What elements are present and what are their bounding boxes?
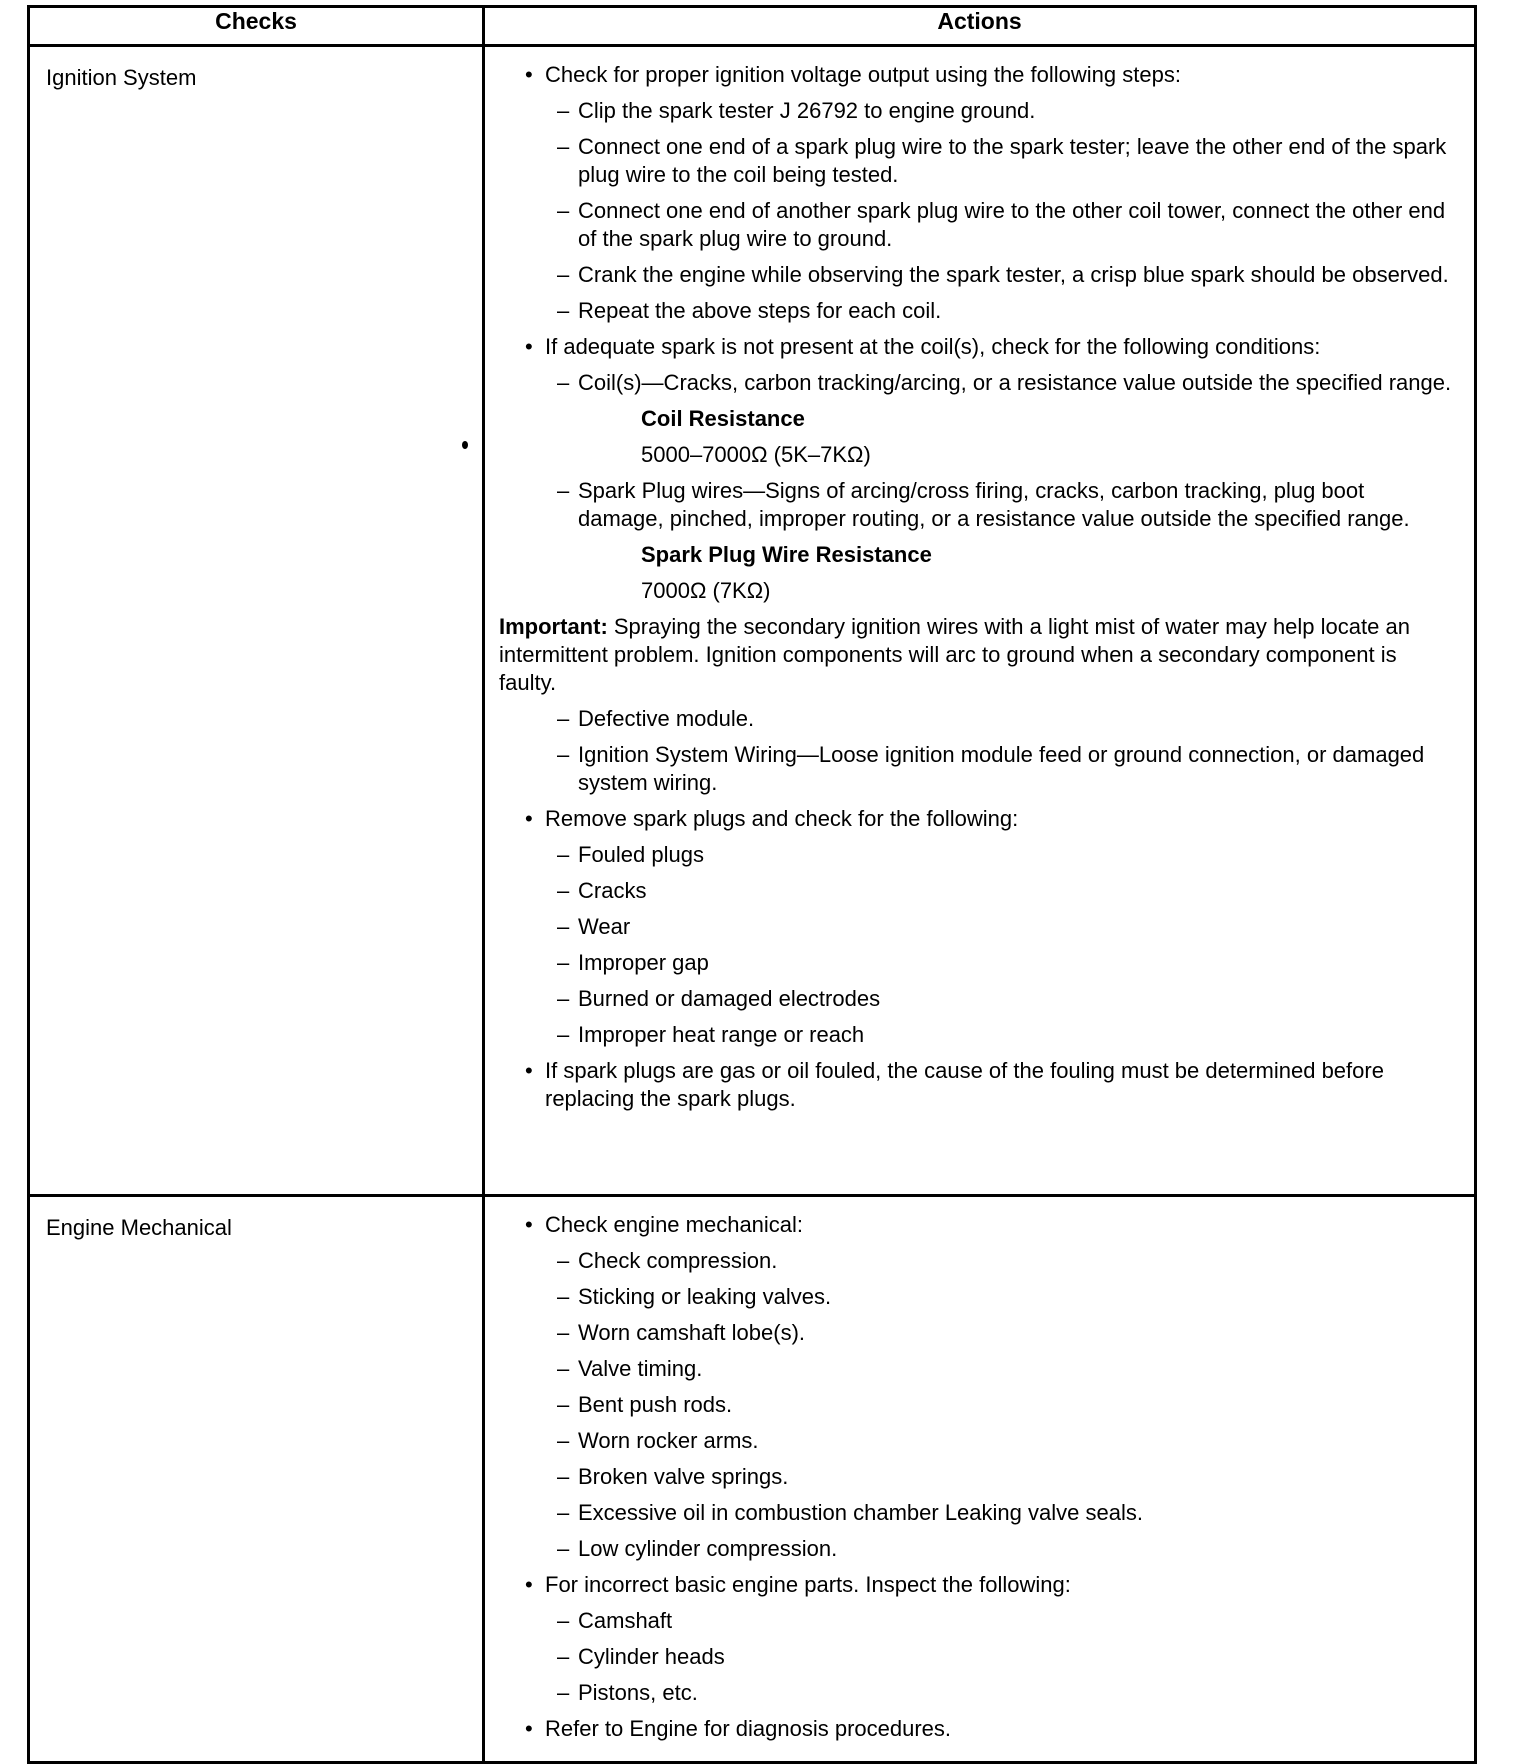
dash-item: – Cracks [499,877,1454,905]
dash-item: – Valve timing. [499,1355,1454,1383]
check-cell: Ignition System [29,46,484,1196]
dash-item: – Fouled plugs [499,841,1454,869]
bullet-item: • For incorrect basic engine parts. Inspect the following: [499,1571,1454,1599]
dash-item: – Camshaft [499,1607,1454,1635]
diagnostic-table [27,5,1477,1764]
dash-item: – Sticking or leaking valves. [499,1283,1454,1311]
dash-item: – Crank the engine while observing the spark tester, a crisp blue spark should be observed. [499,261,1454,289]
dash-item: – Check compression. [499,1247,1454,1275]
table-row-ignition [29,46,1476,1196]
header-actions: Actions [484,7,1476,46]
dash-item: – Cylinder heads [499,1643,1454,1671]
bullet-item: • Remove spark plugs and check for the following: [499,805,1454,833]
dash-item: – Bent push rods. [499,1391,1454,1419]
table-row-engine [29,1196,1476,1763]
bullet-item: • If adequate spark is not present at the coil(s), check for the following conditions: [499,333,1454,361]
dash-item: – Clip the spark tester J 26792 to engine ground. [499,97,1454,125]
check-cell: Engine Mechanical [29,1196,484,1763]
bullet-item: • If spark plugs are gas or oil fouled, the cause of the fouling must be determined before replacing the spark plugs. [499,1057,1454,1113]
actions-cell [484,46,1476,1196]
heading-item: Coil Resistance [641,406,805,431]
dash-item: – Improper gap [499,949,1454,977]
dash-item: – Wear [499,913,1454,941]
dash-item: – Connect one end of another spark plug wire to the other coil tower, connect the other end of the spark plug wire to ground. [499,197,1454,253]
dash-item: – Low cylinder compression. [499,1535,1454,1563]
stray-mark [462,441,468,449]
dash-item: – Burned or damaged electrodes [499,985,1454,1013]
header-row [29,7,1476,46]
dash-item: – Spark Plug wires—Signs of arcing/cross firing, cracks, carbon tracking, plug boot damage, pinched, improper routing, or a resistance value outside the specified range. [499,477,1454,533]
dash-item: – Repeat the above steps for each coil. [499,297,1454,325]
heading-item: Spark Plug Wire Resistance [641,542,932,567]
important-text: Spraying the secondary ignition wires with a light mist of water may help locate an intermittent problem. Ignition components will arc to ground when a secondary component is faulty. [499,614,1410,695]
bullet-item: • Check for proper ignition voltage output using the following steps: [499,61,1454,89]
bullet-item: • Refer to Engine for diagnosis procedures. [499,1715,1454,1743]
dash-item: – Excessive oil in combustion chamber Leaking valve seals. [499,1499,1454,1527]
dash-item: – Worn rocker arms. [499,1427,1454,1455]
dash-item: – Pistons, etc. [499,1679,1454,1707]
dash-item: – Coil(s)—Cracks, carbon tracking/arcing, or a resistance value outside the specified range. [499,369,1454,397]
dash-item: – Worn camshaft lobe(s). [499,1319,1454,1347]
bullet-item: • Check engine mechanical: [499,1211,1454,1239]
dash-item: – Connect one end of a spark plug wire to the spark tester; leave the other end of the spark plug wire to the coil being tested. [499,133,1454,189]
dash-item: – Defective module. [499,705,1454,733]
important-label: Important: [499,614,608,639]
dash-item: – Ignition System Wiring—Loose ignition module feed or ground connection, or damaged system wiring. [499,741,1454,797]
important-item [499,613,1454,697]
dash-item: – Improper heat range or reach [499,1021,1454,1049]
header-checks: Checks [29,7,484,46]
dash-item: – Broken valve springs. [499,1463,1454,1491]
actions-cell [484,1196,1476,1763]
value-item: 7000Ω (7KΩ) [641,578,771,603]
value-item: 5000–7000Ω (5K–7KΩ) [641,442,871,467]
